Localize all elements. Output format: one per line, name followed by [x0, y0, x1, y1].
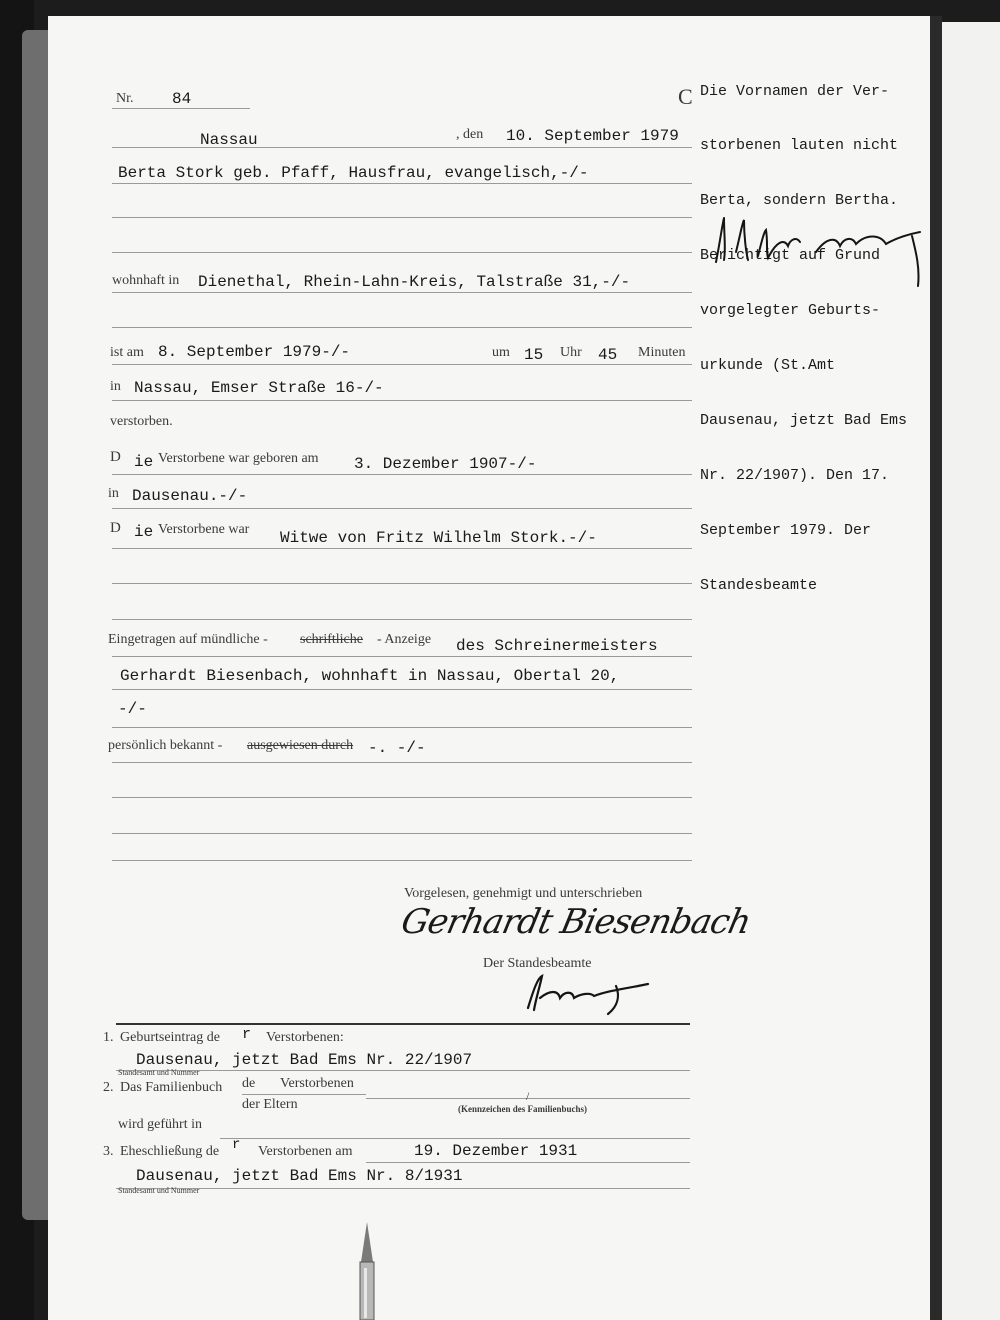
kennzeichen-caption: (Kennzeichen des Familienbuchs) [458, 1104, 588, 1114]
note-line: storbenen lauten nicht [700, 137, 899, 155]
death-minute: 45 [598, 346, 618, 364]
note-line: Nr. 22/1907). Den 17. [700, 466, 890, 484]
line [112, 292, 692, 293]
standesamt-caption-2: Standesamt und Nummer [118, 1186, 200, 1195]
line [112, 364, 692, 365]
d-letter: D [110, 449, 121, 465]
line [220, 1138, 690, 1139]
deceased-name: Berta Stork geb. Pfaff, Hausfrau, evangelisch,-/- [118, 164, 589, 182]
line [112, 252, 692, 253]
death-place: Nassau, Emser Straße 16-/- [134, 379, 384, 397]
next-page-edge [942, 22, 1000, 1320]
registry-date: 10. September 1979 [506, 127, 679, 145]
eingetragen-label: Eingetragen auf mündliche - [108, 632, 268, 647]
born-label: Verstorbene war geboren am [158, 451, 319, 466]
schriftliche-struck: schriftliche [300, 632, 363, 647]
line [112, 656, 692, 657]
record-number: 84 [172, 90, 192, 108]
wohnhaft-label: wohnhaft in [112, 273, 180, 288]
footer-divider [116, 1023, 690, 1025]
line [112, 508, 692, 509]
line [112, 833, 692, 834]
death-hour: 15 [524, 346, 544, 364]
item1-label-r: r [242, 1026, 252, 1043]
line [112, 474, 692, 475]
marriage-date: 19. Dezember 1931 [414, 1142, 578, 1160]
standesbeamte-label: Der Standesbeamte [483, 956, 592, 971]
item3-number: 3. [103, 1144, 114, 1159]
margin-correction-note [700, 46, 907, 613]
nr-label: Nr. [116, 91, 134, 106]
line [242, 1094, 366, 1095]
uhr-label: Uhr [560, 345, 582, 360]
item3-label-r: r [232, 1137, 241, 1153]
item1-label-b: Verstorbenen: [266, 1030, 344, 1045]
note-line: Berta, sondern Bertha. [700, 192, 899, 210]
bekannt-tail: -. -/- [368, 739, 426, 757]
note-line: Die Vornamen der Ver- [700, 82, 890, 100]
line [112, 327, 692, 328]
note-line: vorgelegter Geburts- [700, 302, 881, 320]
item3-label: Eheschließung de [120, 1144, 220, 1159]
line [366, 1162, 690, 1163]
ausgewiesen-struck: ausgewiesen durch [247, 738, 354, 753]
line [112, 762, 692, 763]
line [112, 727, 692, 728]
item1-number: 1. [103, 1030, 114, 1045]
page-gutter [930, 16, 942, 1320]
line [112, 400, 692, 401]
line [112, 860, 692, 861]
line [112, 619, 692, 620]
death-date: 8. September 1979-/- [158, 343, 351, 361]
den-label: , den [456, 127, 484, 142]
marital-label: Verstorbene war [158, 522, 250, 537]
line [112, 183, 692, 184]
note-line: Standesbeamte [700, 576, 818, 594]
vorgelesen-label: Vorgelesen, genehmigt und unterschrieben [404, 886, 643, 901]
line [112, 583, 692, 584]
note-line: urkunde (St.Amt [700, 357, 836, 375]
residence: Dienethal, Rhein-Lahn-Kreis, Talstraße 31,-/- [198, 273, 631, 291]
ie-suffix: ie [134, 453, 154, 471]
note-line: September 1979. Der [700, 521, 872, 539]
note-line: Dausenau, jetzt Bad Ems [700, 411, 908, 429]
registry-place: Nassau [200, 131, 258, 149]
handwritten-signature-icon [520, 968, 660, 1018]
bekannt-label: persönlich bekannt - [108, 738, 223, 753]
standesamt-caption: Standesamt und Nummer [118, 1068, 200, 1077]
marriage-entry-value: Dausenau, jetzt Bad Ems Nr. 8/1931 [136, 1167, 463, 1185]
birth-entry-value: Dausenau, jetzt Bad Ems Nr. 22/1907 [136, 1051, 473, 1069]
verstorben-label: verstorben. [110, 414, 173, 429]
item3-label-b: Verstorbenen am [258, 1144, 353, 1159]
ie-suffix: ie [134, 523, 154, 541]
in-label: in [110, 379, 121, 394]
nr-underline [112, 108, 250, 109]
marital-status: Witwe von Fritz Wilhelm Stork.-/- [280, 529, 597, 547]
line [112, 217, 692, 218]
item2-de: de [242, 1076, 256, 1091]
item2-verstorbenen: Verstorbenen [280, 1076, 354, 1091]
item1-label: Geburtseintrag de [120, 1030, 220, 1045]
note-line: Berichtigt auf Grund [700, 247, 881, 265]
handwritten-signature-icon [706, 212, 930, 292]
pen-icon [352, 1222, 382, 1320]
birth-date: 3. Dezember 1907-/- [354, 455, 537, 473]
line [112, 548, 692, 549]
line [112, 689, 692, 690]
line [112, 797, 692, 798]
birth-place: Dausenau.-/- [132, 487, 248, 505]
line [116, 1070, 690, 1071]
ist-am-label: ist am [110, 345, 144, 360]
birth-in-label: in [108, 486, 119, 501]
line [112, 147, 692, 148]
d-letter: D [110, 520, 121, 536]
line [116, 1188, 690, 1189]
informant-line-1: des Schreinermeisters [456, 637, 658, 655]
um-label: um [492, 345, 510, 360]
item2-slash: / [526, 1089, 530, 1103]
item2-number: 2. [103, 1080, 114, 1095]
gefuehrt-label: wird geführt in [118, 1117, 202, 1132]
informant-signature: Gerhardt Biesenbach [397, 902, 754, 942]
informant-line-3: -/- [118, 700, 147, 718]
item2-eltern: der Eltern [242, 1097, 298, 1112]
margin-letter: C [678, 84, 693, 109]
anzeige-label: - Anzeige [377, 632, 432, 647]
item2-label: Das Familienbuch [120, 1080, 223, 1095]
informant-line-2: Gerhardt Biesenbach, wohnhaft in Nassau, Obertal 20, [120, 667, 620, 685]
minuten-label: Minuten [638, 345, 686, 360]
